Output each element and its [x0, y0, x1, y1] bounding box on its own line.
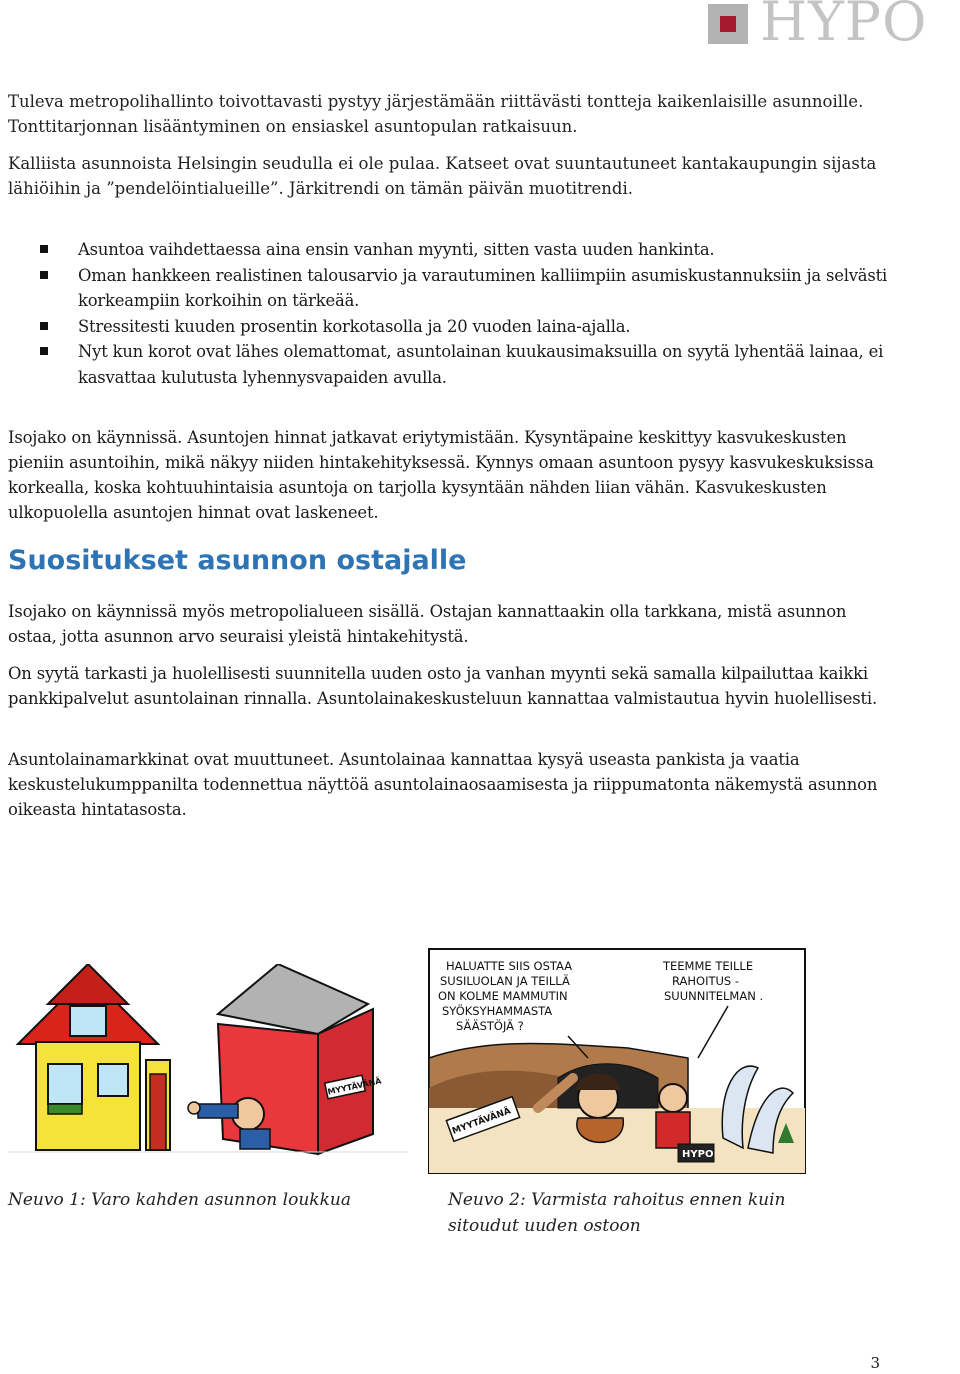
- bullet-square-icon: [40, 271, 48, 279]
- sign-text-2: MYYTÄVÄNÄ: [450, 1106, 513, 1137]
- caption-advice-1: Neuvo 1: Varo kahden asunnon loukkua: [8, 1190, 351, 1210]
- page-number: 3: [870, 1354, 880, 1372]
- list-item: Nyt kun korot ovat lähes olemattomat, asuntolainan kuukausimaksuilla on syytä lyhentää lainaa, ei kasvattaa kulutusta lyhennysvapaiden avulla.: [8, 339, 908, 390]
- paragraph-metro: Isojako on käynnissä myös metropolialueen sisällä. Ostajan kannattaakin olla tarkkana, mistä asunnon ostaa, jotta asunnon arvo seuraisi yleistä hintakehitystä.: [8, 602, 847, 646]
- bullet-square-icon: [40, 322, 48, 330]
- logo-text: HYPO: [760, 0, 928, 53]
- list-item: Asuntoa vaihdettaessa aina ensin vanhan myynti, sitten vasta uuden hankinta.: [8, 237, 908, 263]
- paragraph-intro: Tuleva metropolihallinto toivottavasti pystyy järjestämään riittävästi tontteja kaikenlaisille asunnoille. Tonttitarjonnan lisääntyminen on ensiaskel asuntopulan ratkaisuun.: [8, 92, 864, 136]
- svg-text:ON KOLME MAMMUTIN: ON KOLME MAMMUTIN: [438, 989, 568, 1003]
- paragraph-trend: Kalliista asunnoista Helsingin seudulla ei ole pulaa. Katseet ovat suuntautuneet kantakaupungin sijasta lähiöihin ja ”pendelöintialueille”. Järkitrendi on tämän päivän muotitrendi.: [8, 154, 877, 198]
- svg-text:SÄÄSTÖJÄ ?: SÄÄSTÖJÄ ?: [456, 1019, 524, 1033]
- svg-text:HALUATTE SIIS OSTAA: HALUATTE SIIS OSTAA: [446, 959, 573, 973]
- hypo-logo: [700, 0, 960, 52]
- caption-advice-2: Neuvo 2: Varmista rahoitus ennen kuin sitoudut uuden ostoon: [448, 1190, 786, 1236]
- paragraph-isojako: Isojako on käynnissä. Asuntojen hinnat jatkavat eriytymistään. Kysyntäpaine keskittyy kasvukeskusten pieniin asuntoihin, mikä näkyy niiden hintakehityksessä. Kynnys omaan asuntoon pysyy kasvukeskuksissa korkealla, koska kohtuuhintaisia asuntoja on tarjolla kysyntään nähden liian vähän. Kasvukeskusten ulkopuolella asuntojen hinnat ovat laskeneet.: [8, 428, 874, 522]
- svg-text:RAHOITUS -: RAHOITUS -: [672, 974, 740, 988]
- list-item: Oman hankkeen realistinen talousarvio ja varautuminen kalliimpiin asumiskustannuksiin ja selvästi korkeampiin korkoihin on tärkeää.: [8, 263, 908, 314]
- paragraph-planning: On syytä tarkasti ja huolellisesti suunnitella uuden osto ja vanhan myynti sekä samalla kilpailuttaa kaikki pankkipalvelut asuntolainan rinnalla. Asuntolainakeskusteluun kannattaa valmistautua hyvin huolellisesti.: [8, 664, 878, 708]
- section-heading: Suositukset asunnon ostajalle: [8, 545, 467, 576]
- bullet-square-icon: [40, 245, 48, 253]
- svg-text:SUSILUOLAN JA TEILLÄ: SUSILUOLAN JA TEILLÄ: [440, 974, 570, 988]
- svg-text:SYÖKSYHAMMASTA: SYÖKSYHAMMASTA: [442, 1004, 553, 1018]
- list-item: Stressitesti kuuden prosentin korkotasolla ja 20 vuoden laina-ajalla.: [8, 314, 908, 340]
- advice-list: [8, 237, 908, 390]
- cartoon-cave-financing: [428, 948, 806, 1174]
- bullet-square-icon: [40, 347, 48, 355]
- logo-mark: [708, 4, 748, 44]
- cartoon-two-houses: [8, 964, 408, 1164]
- paragraph-loan-market: Asuntolainamarkkinat ovat muuttuneet. Asuntolainaa kannattaa kysyä useasta pankista ja vaatia keskustelukumppanilta todennettua näyttöä asuntolainaosaamisesta ja riippumatonta näkemystä asunnon oikeasta hintatasosta.: [8, 750, 878, 819]
- svg-text:SUUNNITELMAN .: SUUNNITELMAN .: [664, 989, 764, 1003]
- briefcase-label: HYPO: [682, 1149, 714, 1160]
- sign-text: MYYTÄVÄNÄ: [326, 1076, 383, 1097]
- svg-text:TEEMME TEILLE: TEEMME TEILLE: [663, 959, 754, 973]
